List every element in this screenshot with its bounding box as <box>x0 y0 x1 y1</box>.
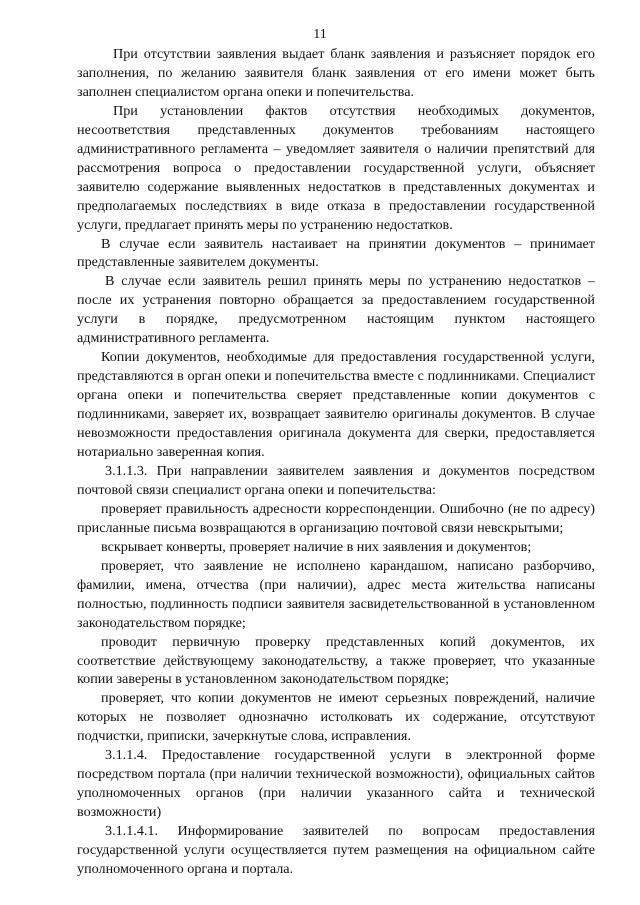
paragraph: Копии документов, необходимые для предоставления государственной услуги, представляются в орган опеки и попечительства вместе с подлинниками. Специалист органа опеки и попечительства сверяет представленные копии документов с подлинниками, заверяет их, возвращает заявителю оригиналы документов. В случае невозможности предоставления оригинала документа для сверки, предоставляется нотариально заверенная копия. <box>77 349 595 461</box>
list-item: проводит первичную проверку представленных копий документов, их соответствие действующему законодательству, а также проверяет, что указанные копии заверены в установленном законодательством порядке; <box>77 633 595 688</box>
paragraph: В случае если заявитель настаивает на принятии документов – принимает представленные заявителем документы. <box>77 235 595 271</box>
list-item: проверяет правильность адресности корреспонденции. Ошибочно (не по адресу) присланные письма возвращаются в организацию почтовой связи невскрытыми; <box>77 500 595 536</box>
document-body <box>77 45 595 879</box>
list-item: вскрывает конверты, проверяет наличие в них заявления и документов; <box>101 538 532 555</box>
paragraph: При установлении фактов отсутствия необходимых документов, несоответствия представленных документов требованиям настоящего административного регламента – уведомляет заявителя о наличии препятствий для рассмотрения вопроса о предоставлении государственной услуги, объясняет заявителю содержание выявленных недостатков в представленных документах и предполагаемых последствиях в виде отказа в предоставлении государственной услуги, предлагает принять меры по устранению недостатков. <box>77 102 595 233</box>
page-number: 11 <box>313 27 327 42</box>
list-item: проверяет, что заявление не исполнено карандашом, написано разборчиво, фамилии, имена, отчества (при наличии), адрес места жительства написаны полностью, подлинность подписи заявителя засвидетельствованной в установленном законодательством порядке; <box>77 557 595 631</box>
section-paragraph: 3.1.1.4.1. Информирование заявителей по вопросам предоставления государственной услуги осуществляется путем размещения на официальном сайте уполномоченного органа и портала. <box>77 823 595 877</box>
paragraph: В случае если заявитель решил принять меры по устранению недостатков – после их устранения повторно обращается за предоставлением государственной услуги в порядке, предусмотренном настоящим пунктом настоящего административного регламента. <box>77 273 595 347</box>
section-paragraph: 3.1.1.3. При направлении заявителем заявления и документов посредством почтовой связи специалист органа опеки и попечительства: <box>77 462 595 498</box>
list-item: проверяет, что копии документов не имеют серьезных повреждений, наличие которых не позволяет однозначно истолковать их содержание, отсутствуют подчистки, приписки, зачеркнутые слова, исправления. <box>77 690 595 745</box>
paragraph: При отсутствии заявления выдает бланк заявления и разъясняет порядок его заполнения, по желанию заявителя бланк заявления от его имени может быть заполнен специалистом органа опеки и попечительства. <box>77 46 595 100</box>
section-paragraph: 3.1.1.4. Предоставление государственной услуги в электронной форме посредством портала (при наличии технической возможности), официальных сайтов уполномоченных органов (при наличии указанного сайта и технической возможности) <box>77 747 595 821</box>
